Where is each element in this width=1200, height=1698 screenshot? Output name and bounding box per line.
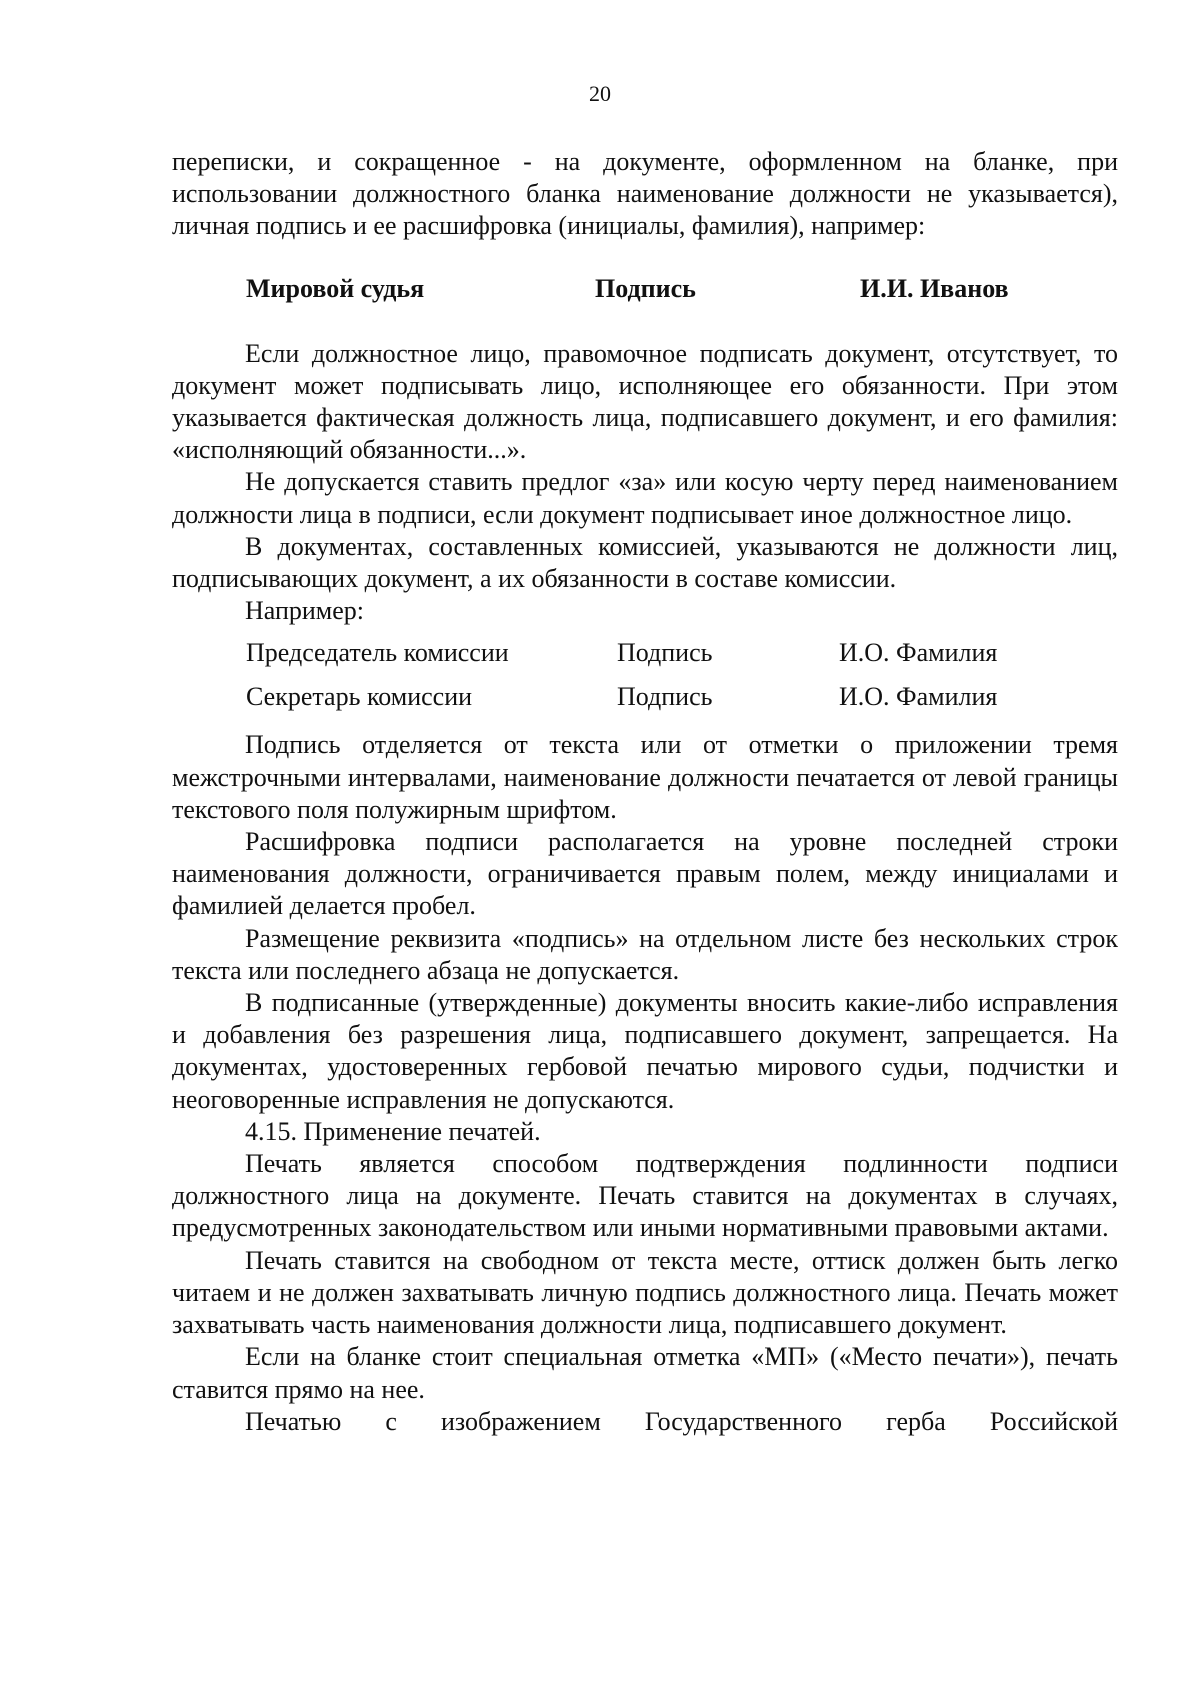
commission-signature-row — [172, 637, 1118, 681]
paragraph-4: В документах, составленных комиссией, указываются не должности лиц, подписывающих документ, а их обязанности в составе комиссии. — [172, 531, 1118, 594]
commission-position: Председатель комиссии — [246, 638, 509, 668]
commission-signature: Подпись — [617, 638, 713, 668]
paragraph-5: Например: — [245, 596, 365, 626]
commission-name: И.О. Фамилия — [839, 682, 998, 712]
paragraph-1: переписки, и сокращенное - на документе, оформленном на бланке, при использовании должностного бланка наименование должности не указывается), личная подпись и ее расшифровка (инициалы, фамилия), например: — [172, 147, 1118, 241]
paragraph-7: Расшифровка подписи располагается на уровне последней строки наименования должности, ограничивается правым полем, между инициалами и фамилией делается пробел. — [172, 827, 1118, 921]
signature-example-signature: Подпись — [595, 273, 696, 303]
paragraph-6: Подпись отделяется от текста или от отметки о приложении тремя межстрочными интервалами, наименование должности печатается от левой границы текстового поля полужирным шрифтом. — [172, 730, 1118, 824]
document-body — [172, 146, 1118, 1438]
commission-signatures — [172, 637, 1118, 725]
commission-name: И.О. Фамилия — [839, 638, 998, 668]
paragraph-9: В подписанные (утвержденные) документы вносить какие-либо исправления и добавления без разрешения лица, подписавшего документ, запрещается. На документах, удостоверенных гербовой печатью мирового судьи, подчистки и неоговоренные исправления не допускаются. — [172, 988, 1118, 1114]
paragraph-14: Печатью с изображением Государственного герба Российской — [245, 1406, 1118, 1436]
commission-position: Секретарь комиссии — [246, 682, 473, 712]
paragraph-2: Если должностное лицо, правомочное подписать документ, отсутствует, то документ может подписывать лицо, исполняющее его обязанности. При этом указывается фактическая должность лица, подписавшего документ, и его фамилия: «исполняющий обязанности...». — [172, 338, 1118, 465]
commission-signature-row — [172, 681, 1118, 725]
signature-example-row — [172, 273, 1118, 305]
commission-signature: Подпись — [617, 682, 713, 712]
page-number: 20 — [589, 81, 611, 106]
paragraph-3: Не допускается ставить предлог «за» или косую черту перед наименованием должности лица в подписи, если документ подписывает иное должностное лицо. — [172, 467, 1118, 529]
section-heading-4-15: 4.15. Применение печатей. — [245, 1116, 541, 1146]
paragraph-11: Печать является способом подтверждения подлинности подписи должностного лица на документе. Печать ставится на документах в случаях, предусмотренных законодательством или иными нормативными правовыми актами. — [172, 1149, 1118, 1243]
signature-example-position: Мировой судья — [246, 273, 425, 303]
signature-example-name: И.И. Иванов — [860, 273, 1009, 303]
paragraph-8: Размещение реквизита «подпись» на отдельном листе без нескольких строк текста или последнего абзаца не допускается. — [172, 923, 1118, 985]
paragraph-13: Если на бланке стоит специальная отметка «МП» («Место печати»), печать ставится прямо на нее. — [172, 1342, 1118, 1404]
paragraph-12: Печать ставится на свободном от текста месте, оттиск должен быть легко читаем и не должен захватывать личную подпись должностного лица. Печать может захватывать часть наименования должности лица, подписавшего документ. — [172, 1245, 1118, 1340]
